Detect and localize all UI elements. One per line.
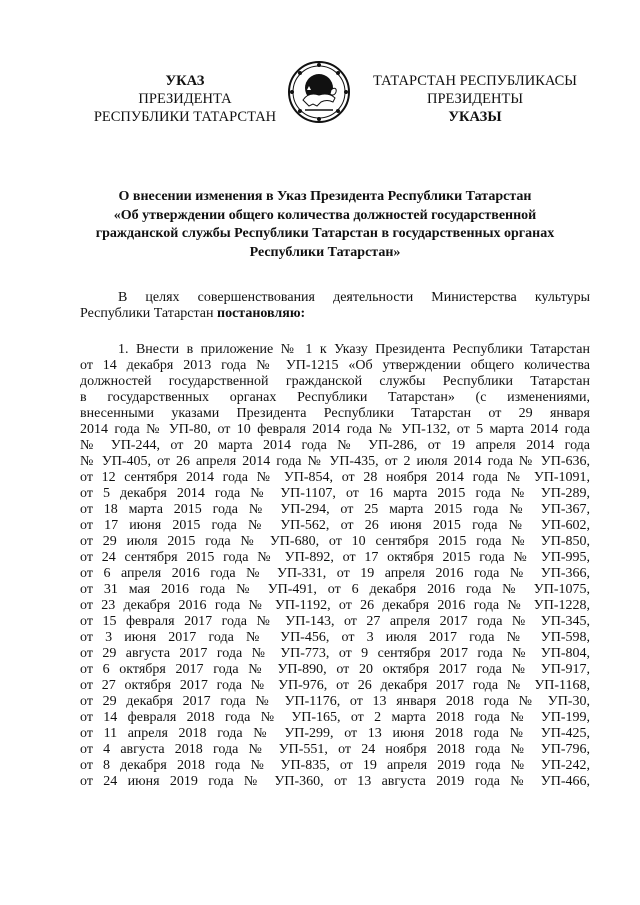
- paragraph-line: от 14 декабря 2013 года № УП-1215 «Об утверждении общего количества: [80, 358, 590, 373]
- preamble-text: Республики Татарстан: [80, 306, 217, 321]
- paragraph-line: от 29 августа 2017 года № УП-773, от 9 сентября 2017 года № УП-804,: [80, 646, 590, 661]
- header-left-line1: УКАЗ: [165, 73, 205, 89]
- paragraph-line: № УП-405, от 26 апреля 2014 года № УП-435, от 2 июля 2014 года № УП-636,: [80, 454, 590, 469]
- paragraph-line: от 24 сентября 2015 года № УП-892, от 17 октября 2015 года № УП-995,: [80, 550, 590, 565]
- header-left-line2: ПРЕЗИДЕНТА: [138, 91, 232, 107]
- paragraph-line: от 12 сентября 2014 года № УП-854, от 28 ноября 2014 года № УП-1091,: [80, 470, 590, 485]
- header-right-block: [360, 72, 590, 126]
- paragraph-line: № УП-244, от 20 марта 2014 года № УП-286, от 19 апреля 2014 года: [80, 438, 590, 453]
- header-right-line2: ПРЕЗИДЕНТЫ: [426, 91, 524, 107]
- paragraph-line: от 31 мая 2016 года № УП-491, от 6 декабря 2016 года № УП-1075,: [80, 582, 590, 597]
- paragraph-line: от 23 декабря 2016 года № УП-1192, от 26 декабря 2016 года № УП-1228,: [80, 598, 590, 613]
- paragraph-line: от 6 апреля 2016 года № УП-331, от 19 апреля 2016 года № УП-366,: [80, 566, 590, 581]
- paragraph-line: 1. Внести в приложение № 1 к Указу Президента Республики Татарстан: [118, 342, 590, 357]
- paragraph-line: от 29 декабря 2017 года № УП-1176, от 13 января 2018 года № УП-30,: [80, 694, 590, 709]
- paragraph-line: от 17 июня 2015 года № УП-562, от 26 июня 2015 года № УП-602,: [80, 518, 590, 533]
- paragraph-line: от 4 августа 2018 года № УП-551, от 24 ноября 2018 года № УП-796,: [80, 742, 590, 757]
- title-line2: «Об утверждении общего количества должностей государственной: [113, 207, 537, 223]
- paragraph-line: должностей государственной гражданской службы Республики Татарстан: [80, 374, 590, 389]
- paragraph-line: от 15 февраля 2017 года № УП-143, от 27 апреля 2017 года № УП-345,: [80, 614, 590, 629]
- paragraph-line: от 3 июня 2017 года № УП-456, от 3 июля 2017 года № УП-598,: [80, 630, 590, 645]
- title-line3: гражданской службы Республики Татарстан в государственных органах: [95, 226, 555, 241]
- paragraph-line: от 8 декабря 2018 года № УП-835, от 19 апреля 2019 года № УП-242,: [80, 758, 590, 773]
- coat-of-arms-icon: [287, 60, 351, 124]
- header-right-line3: УКАЗЫ: [448, 109, 502, 125]
- paragraph-line: от 6 октября 2017 года № УП-890, от 20 октября 2017 года № УП-917,: [80, 662, 590, 677]
- header-left-block: [60, 72, 310, 126]
- decree-title: [60, 188, 590, 262]
- paragraph-line: [80, 790, 590, 806]
- title-line1: О внесении изменения в Указ Президента Республики Татарстан: [118, 189, 532, 204]
- title-line4: Республики Татарстан»: [249, 244, 401, 260]
- preamble-resolve: постановляю:: [217, 306, 306, 321]
- paragraph-line: от 29 июля 2015 года № УП-680, от 10 сентября 2015 года № УП-850,: [80, 534, 590, 549]
- paragraph-line: от 5 декабря 2014 года № УП-1107, от 16 марта 2015 года № УП-289,: [80, 486, 590, 501]
- paragraph-line: от 27 октября 2017 года № УП-976, от 26 декабря 2017 года № УП-1168,: [80, 678, 590, 693]
- paragraph-line: 2014 года № УП-80, от 10 февраля 2014 года № УП-132, от 5 марта 2014 года: [80, 422, 590, 437]
- preamble-line1: В целях совершенствования деятельности Министерства культуры: [118, 290, 590, 305]
- header-left-line3: РЕСПУБЛИКИ ТАТАРСТАН: [93, 109, 277, 125]
- paragraph-line: от 11 апреля 2018 года № УП-299, от 13 июня 2018 года № УП-425,: [80, 726, 590, 741]
- header-right-line1: ТАТАРСТАН РЕСПУБЛИКАСЫ: [373, 73, 577, 89]
- paragraph-line: от 18 марта 2015 года № УП-294, от 25 марта 2015 года № УП-367,: [80, 502, 590, 517]
- paragraph-line: внесенными указами Президента Республики Татарстан от 29 января: [80, 406, 590, 421]
- paragraph-line: в государственных органах Республики Татарстан» (с изменениями,: [80, 390, 590, 405]
- paragraph-line: от 24 июня 2019 года № УП-360, от 13 августа 2019 года № УП-466,: [80, 774, 590, 789]
- paragraph-line: от 14 февраля 2018 года № УП-165, от 2 марта 2018 года № УП-199,: [80, 710, 590, 725]
- preamble-line2: [80, 306, 590, 322]
